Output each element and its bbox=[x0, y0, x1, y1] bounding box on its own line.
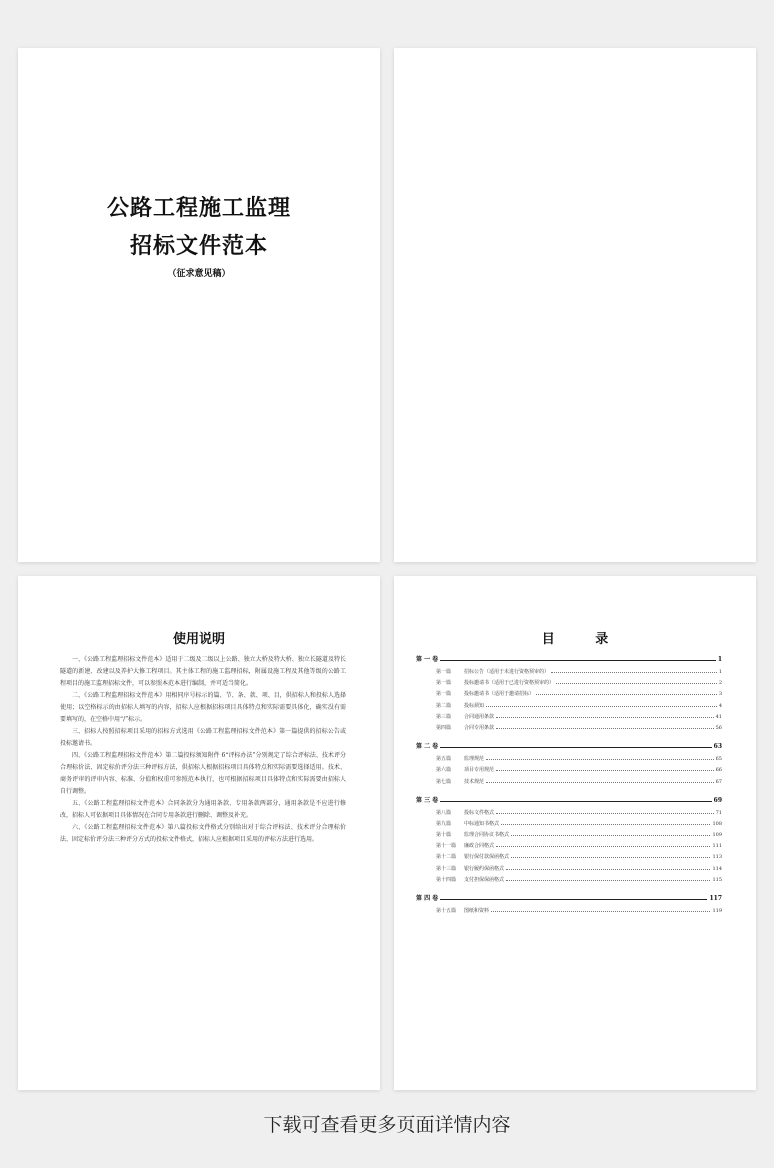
toc-item-text: 投标文件格式 bbox=[464, 809, 495, 816]
toc-item-text: 支付担保保函格式 bbox=[464, 876, 505, 883]
toc-list bbox=[416, 648, 722, 918]
toc-volume-row bbox=[416, 795, 722, 805]
toc-item-page: 109 bbox=[712, 832, 722, 839]
toc-leader bbox=[556, 679, 717, 684]
toc-volume-row bbox=[416, 741, 722, 751]
usage-paragraph: 五、《公路工程监理招标文件范本》合同条款分为通用条款、专用条款两部分，通用条款是不应进行修改，招标人可依据项目具体情况在合同专用条款进行删除、调整及补充。 bbox=[60, 800, 346, 819]
toc-item-text: 监理规范 bbox=[464, 756, 485, 763]
usage-paragraph: 六、《公路工程监理招标文件范本》第八篇投标文件格式分别给出对于综合评标法、技术评分合理标价法、固定标价评分法三种评分方式的投标文件格式，招标人应根据项目采用的评标方法进行选用。 bbox=[60, 824, 346, 843]
toc-leader bbox=[506, 865, 710, 870]
toc-item-row bbox=[416, 907, 722, 918]
toc-item-page: 115 bbox=[712, 876, 722, 883]
toc-item-page: 65 bbox=[715, 756, 722, 763]
toc-title: 目 录 bbox=[541, 632, 627, 647]
toc-item-page: 4 bbox=[718, 702, 722, 709]
toc-item-row bbox=[416, 876, 722, 887]
toc-volume-page: 1 bbox=[717, 656, 722, 663]
toc-item-number: 第一篇 bbox=[436, 691, 452, 698]
toc-item-page: 56 bbox=[715, 724, 722, 731]
toc-leader bbox=[511, 853, 710, 858]
toc-item-text: 投标邀请书（适用于已进行资格预审的） bbox=[464, 680, 555, 687]
toc-item-text: 投标邀请书（适用于邀请招标） bbox=[464, 691, 535, 698]
toc-item-text: 项目专用规范 bbox=[464, 767, 495, 774]
toc-leader bbox=[536, 690, 717, 695]
toc-volume-label: 第 四 卷 bbox=[416, 895, 439, 902]
toc-item-text: 廉政合同格式 bbox=[464, 843, 495, 850]
toc-item-row bbox=[416, 755, 722, 766]
toc-item-text: 监理合同协议书格式 bbox=[464, 832, 510, 839]
toc-item-page: 119 bbox=[712, 908, 722, 914]
toc-leader bbox=[486, 755, 714, 760]
toc-leader bbox=[506, 876, 710, 881]
toc-leader bbox=[551, 668, 717, 673]
cover-subtitle: （征求意见稿） bbox=[167, 269, 231, 279]
usage-body bbox=[60, 654, 346, 846]
toc-volume-page: 69 bbox=[713, 796, 722, 804]
toc-item-page: 41 bbox=[715, 713, 722, 720]
toc-item-number: 第四篇 bbox=[436, 724, 452, 731]
toc-item-text: 银行履约保函格式 bbox=[464, 865, 505, 872]
toc-item-row bbox=[416, 820, 722, 831]
toc-item-row bbox=[416, 766, 722, 777]
toc-item-page: 1 bbox=[718, 669, 722, 675]
usage-page bbox=[18, 576, 380, 1090]
toc-volume-row bbox=[416, 654, 722, 664]
toc-page bbox=[394, 576, 756, 1090]
toc-volume-page: 117 bbox=[709, 895, 722, 902]
usage-title: 使用说明 bbox=[172, 632, 225, 647]
toc-item-text: 技术规范 bbox=[464, 778, 485, 785]
toc-leader bbox=[496, 809, 714, 814]
cover-title-line2: 招标文件范本 bbox=[129, 234, 268, 259]
toc-leader bbox=[486, 778, 714, 783]
blank-page bbox=[394, 48, 756, 562]
toc-leader bbox=[511, 831, 710, 836]
toc-item-text: 合同专用条款 bbox=[464, 724, 495, 731]
toc-item-number: 第十一篇 bbox=[436, 843, 457, 850]
toc-item-number: 第九篇 bbox=[436, 820, 452, 827]
toc-item-number: 第十二篇 bbox=[436, 854, 457, 861]
toc-item-page: 108 bbox=[712, 820, 722, 827]
toc-leader bbox=[496, 842, 710, 847]
toc-item-number: 第一篇 bbox=[436, 669, 452, 675]
toc-item-text: 招标公告（适用于未进行资格预审的） bbox=[464, 669, 550, 675]
toc-leader bbox=[486, 702, 717, 707]
toc-item-row bbox=[416, 679, 722, 690]
toc-leader bbox=[440, 893, 707, 900]
toc-leader bbox=[440, 654, 716, 661]
toc-item-row bbox=[416, 853, 722, 864]
toc-item-number: 第十四篇 bbox=[436, 876, 457, 883]
toc-item-page: 66 bbox=[715, 767, 722, 774]
toc-item-page: 111 bbox=[712, 843, 722, 850]
toc-volume-label: 第 一 卷 bbox=[416, 656, 439, 663]
toc-item-page: 71 bbox=[715, 809, 722, 816]
cover-title-line1: 公路工程施工监理 bbox=[106, 196, 291, 221]
toc-item-page: 114 bbox=[712, 865, 722, 872]
toc-volume-page: 63 bbox=[713, 743, 722, 751]
toc-item-row bbox=[416, 842, 722, 853]
usage-paragraph: 四、《公路工程监理招标文件范本》第二篇投标须知附件 6“评标办法”分别规定了综合评标法、技术评分合理标价法、固定标价评分法三种评标方法，供招标人根据招标项目具体特点和实际需要选择适用。技术、商务评审的评审内容、标准、分值和权重可参照范本执行，也可根据招标项目具体特点和实际需要由招标人自行调整。 bbox=[60, 752, 346, 795]
toc-item-number: 第三篇 bbox=[436, 713, 452, 720]
toc-item-row bbox=[416, 778, 722, 789]
footer-caption: 下载可查看更多页面详情内容 bbox=[263, 1114, 511, 1136]
toc-item-page: 3 bbox=[718, 691, 722, 698]
toc-item-row bbox=[416, 690, 722, 701]
toc-item-row bbox=[416, 668, 722, 679]
toc-item-row bbox=[416, 702, 722, 713]
toc-item-number: 第五篇 bbox=[436, 756, 452, 763]
toc-item-number: 第十篇 bbox=[436, 832, 452, 839]
toc-item-number: 第二篇 bbox=[436, 702, 452, 709]
toc-item-number: 第六篇 bbox=[436, 767, 452, 774]
toc-volume-row bbox=[416, 893, 722, 903]
toc-item-row bbox=[416, 865, 722, 876]
toc-leader bbox=[496, 724, 714, 729]
cover-page bbox=[18, 48, 380, 562]
usage-paragraph: 一、《公路工程监理招标文件范本》适用于二级及二级以上公路、独立大桥及特大桥、独立长隧道及特长隧道的新建、改建以及养护大修工程项目。其主体工程的施工监理招标，附属设施工程及其他等级的公路工程项目的施工监理招标文件，可以参照本范本进行编制，并可适当简化。 bbox=[60, 656, 346, 687]
usage-paragraph: 三、招标人按照招标项目采用的招标方式选用《公路工程监理招标文件范本》第一篇提供的招标公告或投标邀请书。 bbox=[60, 728, 346, 747]
toc-leader bbox=[496, 766, 714, 771]
toc-item-text: 银行保付款保函格式 bbox=[464, 854, 510, 861]
toc-item-row bbox=[416, 713, 722, 724]
toc-volume-label: 第 三 卷 bbox=[416, 796, 439, 804]
toc-leader bbox=[491, 907, 710, 912]
toc-item-page: 2 bbox=[718, 680, 722, 687]
toc-item-number: 第十三篇 bbox=[436, 865, 457, 872]
toc-item-row bbox=[416, 831, 722, 842]
toc-volume-label: 第 二 卷 bbox=[416, 743, 439, 751]
toc-item-text: 投标须知 bbox=[464, 702, 485, 709]
toc-item-text: 合同通用条款 bbox=[464, 713, 495, 720]
toc-item-number: 第八篇 bbox=[436, 809, 452, 816]
toc-leader bbox=[440, 795, 711, 802]
toc-item-row bbox=[416, 809, 722, 820]
toc-leader bbox=[496, 713, 714, 718]
toc-leader bbox=[501, 820, 710, 825]
toc-item-page: 67 bbox=[715, 778, 722, 785]
toc-item-number: 第七篇 bbox=[436, 778, 452, 785]
toc-item-number: 第十五篇 bbox=[436, 908, 457, 914]
toc-item-text: 中标通知书格式 bbox=[464, 820, 500, 827]
toc-item-text: 图纸和资料 bbox=[464, 908, 490, 914]
usage-paragraph: 二、《公路工程监理招标文件范本》用相同序号标示的篇、节、条、款、项、目，供招标人和投标人选择使用；以空格标示的由招标人填写的内容，招标人应根据招标项目具体特点和实际需要具体化，确实没有需要填写的，在空格中用“/”标示。 bbox=[60, 692, 346, 723]
toc-item-page: 113 bbox=[712, 854, 722, 861]
toc-item-row bbox=[416, 724, 722, 735]
toc-item-number: 第一篇 bbox=[436, 680, 452, 687]
toc-leader bbox=[440, 741, 711, 748]
